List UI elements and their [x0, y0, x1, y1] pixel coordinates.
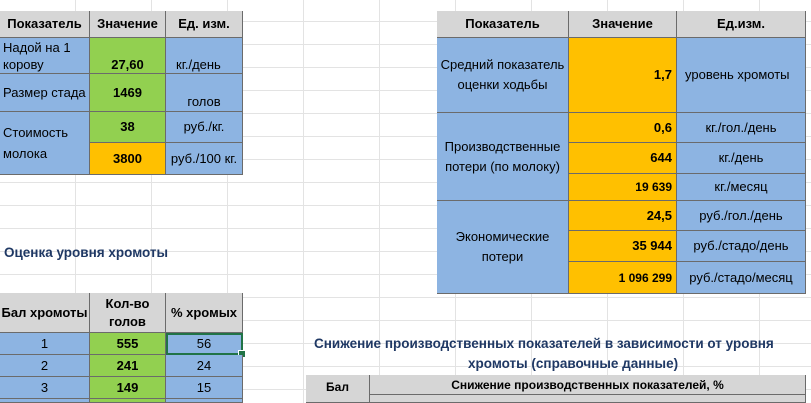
unit-econ-per-head-day[interactable]: руб./гол./день	[677, 201, 806, 231]
value-milk-yield[interactable]: 27,60	[90, 38, 166, 74]
count-score-1[interactable]: 555	[90, 333, 166, 355]
value-econ-per-day[interactable]: 35 944	[569, 231, 677, 262]
value-loss-per-day[interactable]: 644	[569, 143, 677, 174]
col-header-value-2[interactable]: Значение	[569, 11, 677, 38]
unit-loss-per-head-day[interactable]: кг./гол./день	[677, 113, 806, 143]
value-loss-per-month[interactable]: 19 639	[569, 174, 677, 201]
col-header-indicator[interactable]: Показатель	[0, 11, 90, 38]
value-econ-per-month[interactable]: 1 096 299	[569, 262, 677, 294]
label-milk-yield[interactable]: Надой на 1 корову	[0, 38, 90, 74]
lameness-section-title: Оценка уровня хромоты	[4, 245, 169, 260]
col-header-indicator-2[interactable]: Показатель	[437, 11, 569, 38]
count-score-2[interactable]: 241	[90, 355, 166, 377]
col-header-unit-2[interactable]: Ед.изм.	[677, 11, 806, 38]
label-economic-losses[interactable]: Экономические потери	[437, 201, 569, 294]
label-milk-price[interactable]: Стоимость молока	[0, 112, 90, 175]
col-header-score-4[interactable]: Бал	[306, 375, 370, 403]
count-score-3[interactable]: 149	[90, 377, 166, 399]
label-herd-size[interactable]: Размер стада	[0, 74, 90, 112]
score-3[interactable]: 3	[0, 377, 90, 399]
score-2[interactable]: 2	[0, 355, 90, 377]
value-econ-per-head-day[interactable]: 24,5	[569, 201, 677, 231]
unit-milk-price-kg[interactable]: руб./кг.	[166, 112, 243, 143]
reduction-title-line2: хромоты (справочные данные)	[468, 356, 679, 371]
col-header-percent[interactable]: % хромых	[166, 293, 243, 333]
unit-loss-per-month[interactable]: кг./месяц	[677, 174, 806, 201]
percent-score-1[interactable]: 56	[166, 333, 243, 355]
col-subheader-row[interactable]	[370, 395, 806, 403]
unit-econ-per-month[interactable]: руб./стадо/месяц	[677, 262, 806, 294]
value-walking-score[interactable]: 1,7	[569, 38, 677, 113]
unit-milk-price-100kg[interactable]: руб./100 кг.	[166, 143, 243, 175]
unit-walking-score[interactable]: уровень хромоты	[677, 38, 806, 113]
unit-loss-per-day[interactable]: кг./день	[677, 143, 806, 174]
reduction-title-line1: Снижение производственных показателей в зависимости от уровня	[314, 336, 774, 351]
col-header-reduction[interactable]: Снижение производственных показателей, %	[370, 375, 806, 395]
col-header-unit[interactable]: Ед. изм.	[166, 11, 243, 38]
label-walking-score[interactable]: Средний показатель оценки ходьбы	[437, 38, 569, 113]
value-herd-size[interactable]: 1469	[90, 74, 166, 112]
label-production-losses[interactable]: Производственные потери (по молоку)	[437, 113, 569, 201]
value-milk-price-100kg[interactable]: 3800	[90, 143, 166, 175]
col-header-score[interactable]: Бал хромоты	[0, 293, 90, 333]
score-1[interactable]: 1	[0, 333, 90, 355]
percent-score-3[interactable]: 15	[166, 377, 243, 399]
unit-milk-yield[interactable]: кг./день	[166, 38, 243, 74]
col-header-value[interactable]: Значение	[90, 11, 166, 38]
value-loss-per-head-day[interactable]: 0,6	[569, 113, 677, 143]
unit-econ-per-day[interactable]: руб./стадо/день	[677, 231, 806, 262]
col-header-count[interactable]: Кол-во голов	[90, 293, 166, 333]
value-milk-price-kg[interactable]: 38	[90, 112, 166, 143]
unit-herd-size[interactable]: голов	[166, 74, 243, 112]
percent-score-2[interactable]: 24	[166, 355, 243, 377]
